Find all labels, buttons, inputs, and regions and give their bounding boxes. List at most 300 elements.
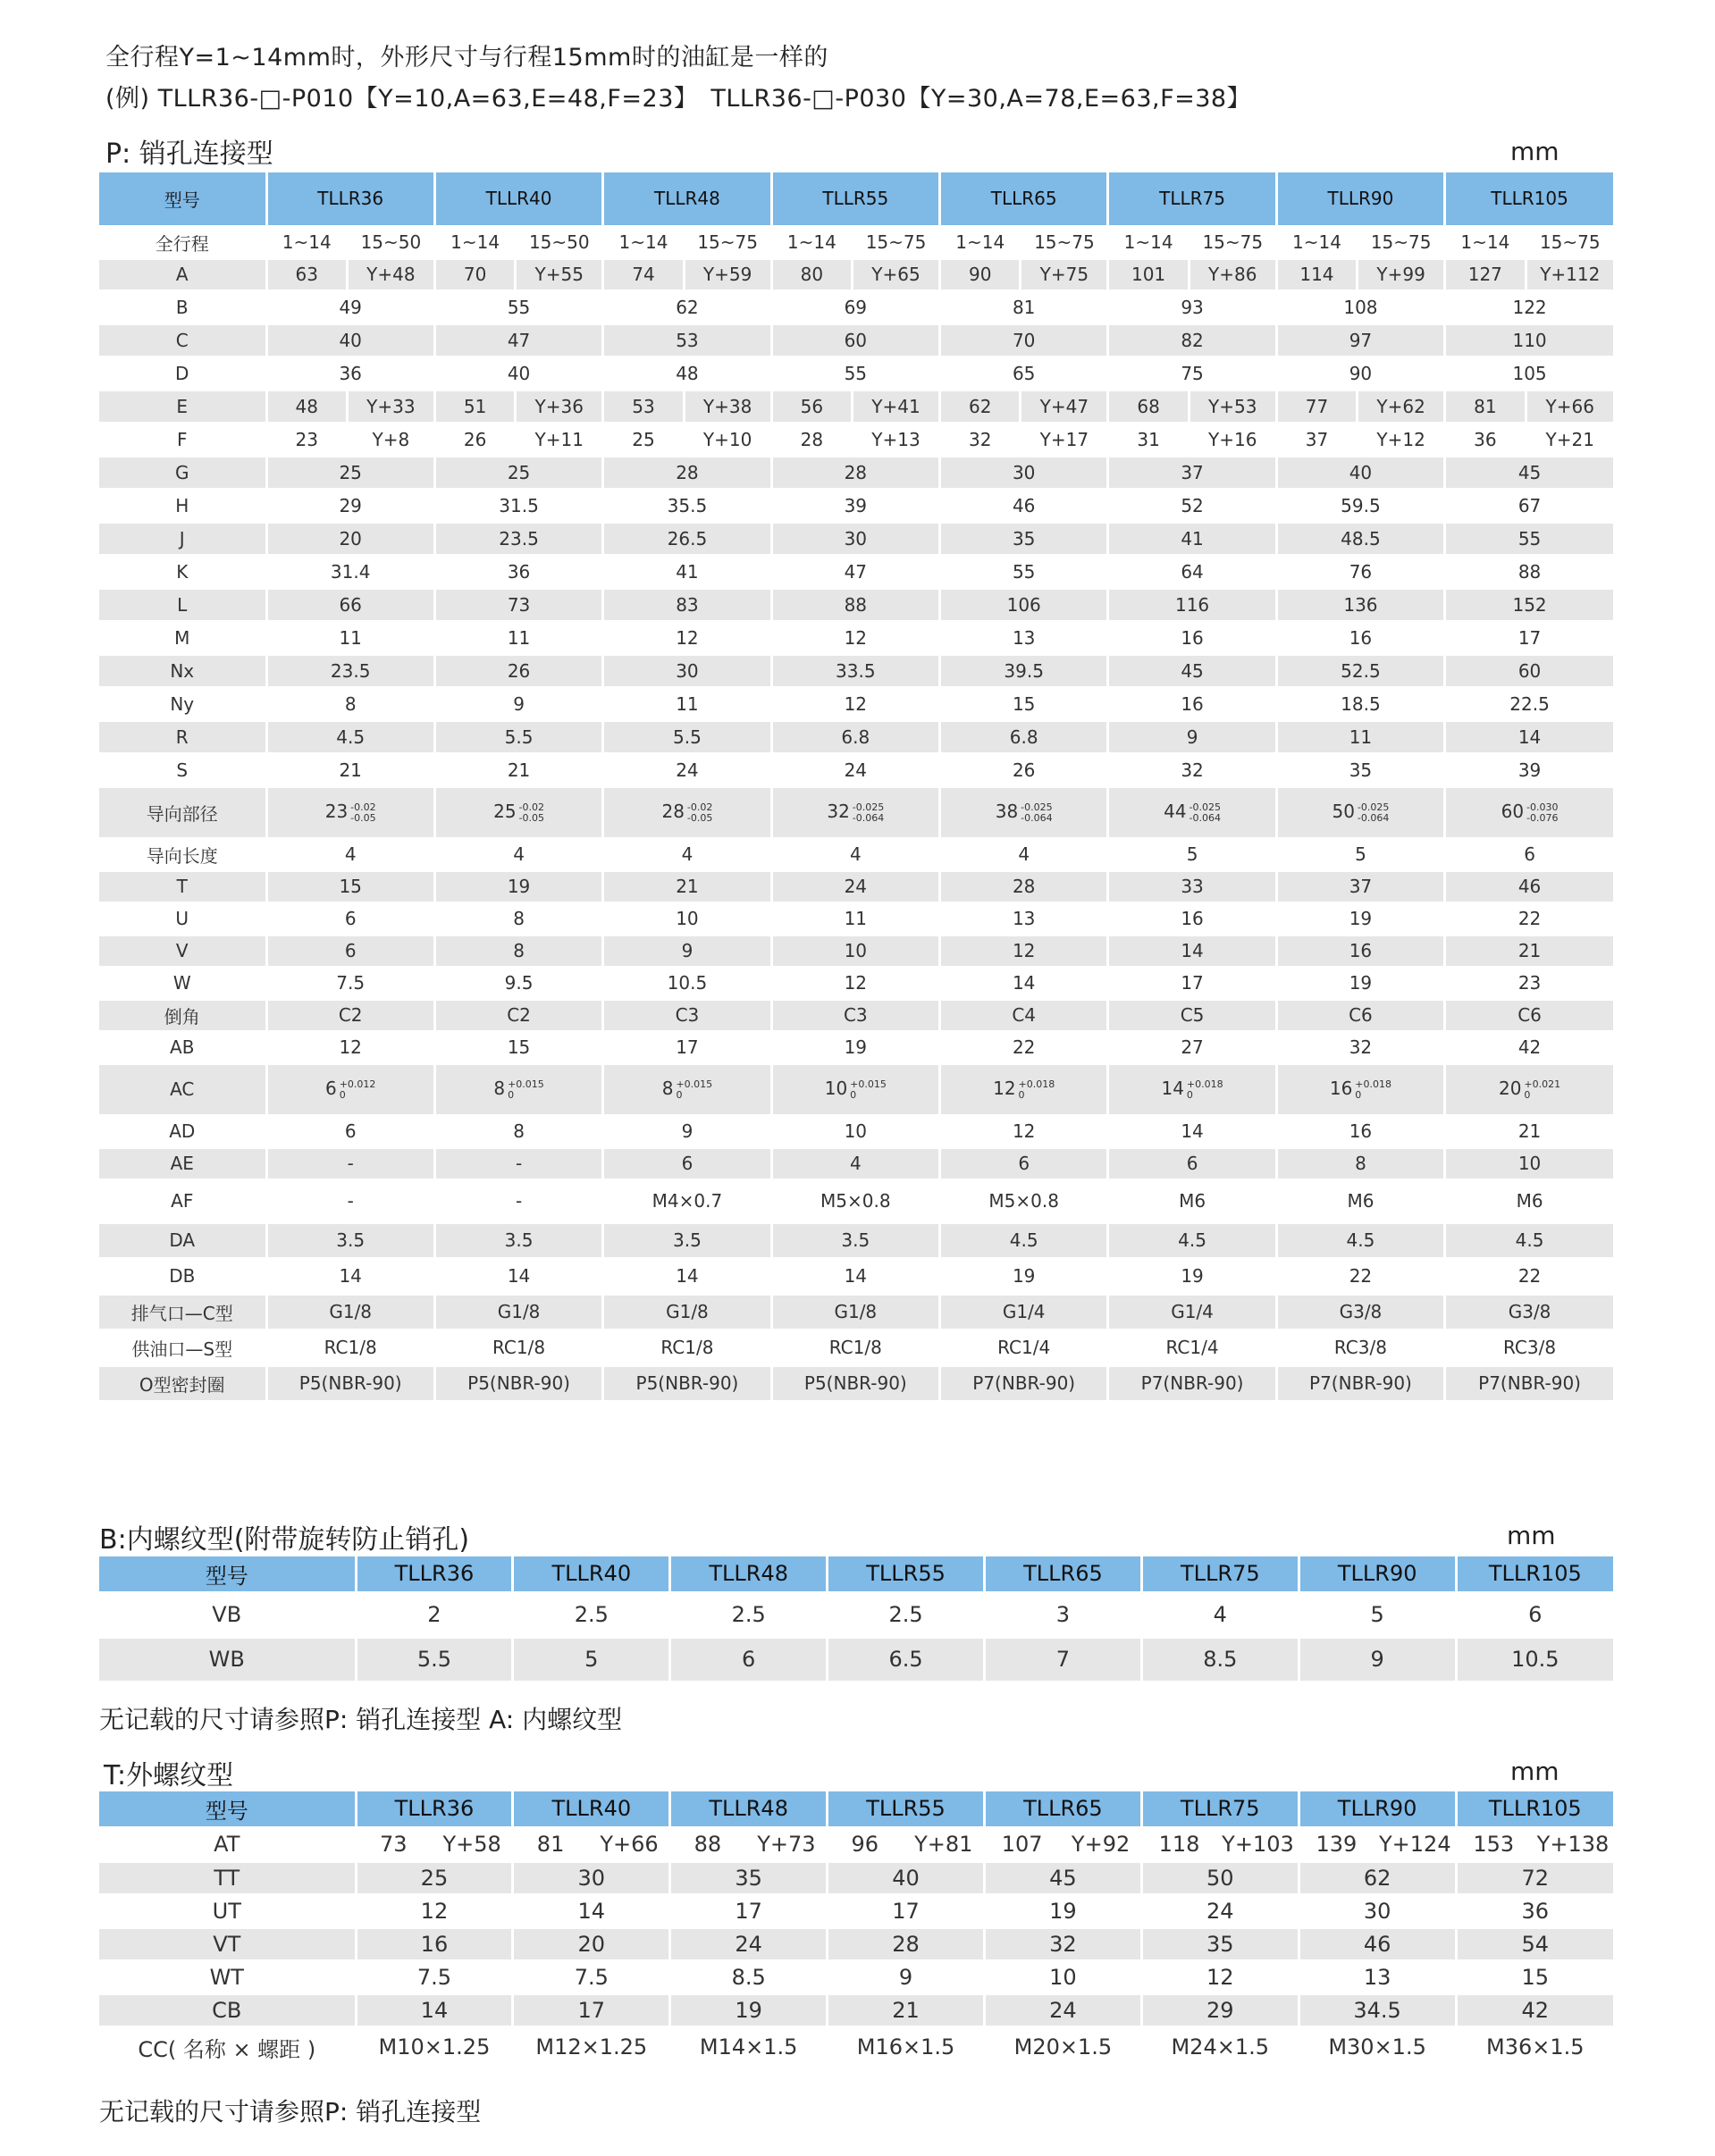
cell-value: 19 (1276, 902, 1444, 935)
model-header: TLLR75 (1141, 1791, 1299, 1827)
cell-value: 14 (266, 1258, 434, 1294)
cell-value-short: 118 (1141, 1827, 1216, 1861)
lower-tolerance: 0 (676, 1088, 683, 1101)
cell-value: 93 (1108, 290, 1276, 323)
cell-value-long: Y+13 (853, 423, 940, 456)
cell-value: 6 (266, 902, 434, 935)
cell-value-long: Y+62 (1358, 390, 1445, 423)
cell-value-short: 25 (603, 423, 684, 456)
cell-value: 7.5 (513, 1960, 670, 1993)
row-label: WB (99, 1637, 356, 1682)
lower-tolerance: 0 (1355, 1088, 1362, 1101)
row-label: R (99, 720, 266, 753)
cell-value: 13 (1299, 1960, 1456, 1993)
cell-tolerance (940, 1063, 1108, 1115)
nominal-value: 14 (1161, 1078, 1184, 1100)
tolerance-stack (1021, 802, 1052, 824)
cell-value: 69 (771, 290, 939, 323)
tolerance-stack (1187, 1079, 1223, 1101)
cell-tolerance (434, 1063, 602, 1115)
cell-value: C2 (266, 999, 434, 1031)
cell-value: RC1/8 (771, 1330, 939, 1365)
cell-tolerance (603, 786, 771, 838)
row-label: E (99, 390, 266, 423)
cell-value: 19 (771, 1031, 939, 1063)
cell-value: 12 (771, 967, 939, 999)
tolerance-stack (1358, 802, 1389, 824)
row-label: 导向长度 (99, 838, 266, 870)
cell-value-long: Y+38 (684, 390, 771, 423)
cell-value: 9.5 (434, 967, 602, 999)
model-header: TLLR90 (1276, 172, 1444, 226)
cell-value: 4.5 (1276, 1222, 1444, 1258)
cell-value-short: 1~14 (603, 226, 684, 258)
lower-tolerance: 0 (339, 1088, 346, 1101)
cell-value: 19 (984, 1894, 1141, 1927)
cell-value: 6.8 (940, 720, 1108, 753)
cell-value: 55 (940, 555, 1108, 588)
model-header: TLLR36 (266, 172, 434, 226)
cell-value: 105 (1445, 357, 1613, 390)
cell-value-long: Y+33 (347, 390, 434, 423)
cell-value: 20 (513, 1927, 670, 1960)
upper-tolerance: +0.018 (1186, 1078, 1223, 1090)
cell-value: 6 (940, 1147, 1108, 1179)
cell-value: 48 (603, 357, 771, 390)
cell-value: 12 (771, 621, 939, 654)
cell-value-short: 1~14 (1108, 226, 1189, 258)
model-header: TLLR105 (1445, 172, 1613, 226)
table-row (99, 1222, 1613, 1258)
cell-value: 42 (1456, 1993, 1613, 2026)
cell-value: 59.5 (1276, 489, 1444, 522)
table-row (99, 1637, 1613, 1682)
cell-value: C3 (603, 999, 771, 1031)
cell-value-short: 73 (356, 1827, 431, 1861)
cell-value-short: 56 (771, 390, 852, 423)
row-label: VT (99, 1927, 356, 1960)
upper-tolerance: +0.021 (1524, 1078, 1561, 1090)
cell-tolerance (1108, 1063, 1276, 1115)
cell-value: 46 (940, 489, 1108, 522)
upper-tolerance: -0.025 (852, 801, 885, 813)
cell-value-long: 15~75 (1358, 226, 1445, 258)
cell-value-long: Y+11 (516, 423, 603, 456)
table-row (99, 2026, 1613, 2068)
lower-tolerance: -0.05 (350, 811, 376, 824)
cell-value-long: Y+86 (1189, 258, 1276, 290)
row-label: WT (99, 1960, 356, 1993)
cell-value: 13 (940, 902, 1108, 935)
table-row (99, 1294, 1613, 1330)
nominal-value: 20 (1498, 1078, 1522, 1100)
cell-value-long: Y+8 (347, 423, 434, 456)
cell-value: M16×1.5 (828, 2026, 985, 2068)
cell-value: 20 (266, 522, 434, 555)
table-row (99, 902, 1613, 935)
model-header: TLLR48 (670, 1791, 828, 1827)
cell-value: 35.5 (603, 489, 771, 522)
cell-value: 41 (1108, 522, 1276, 555)
cell-value: 6 (603, 1147, 771, 1179)
table-row (99, 967, 1613, 999)
cell-value: 24 (984, 1993, 1141, 2026)
cell-value: 6 (670, 1637, 828, 1682)
cell-value: 33 (1108, 870, 1276, 902)
nominal-value: 8 (493, 1078, 506, 1100)
cell-value: 122 (1445, 290, 1613, 323)
cell-value-short: 68 (1108, 390, 1189, 423)
cell-value-short: 36 (1445, 423, 1526, 456)
nominal-value: 8 (661, 1078, 674, 1100)
cell-value: 41 (603, 555, 771, 588)
cell-value: 23.5 (434, 522, 602, 555)
model-header: TLLR36 (356, 1791, 513, 1827)
table-row (99, 588, 1613, 621)
cell-value-short: 62 (940, 390, 1021, 423)
model-header: TLLR105 (1456, 1791, 1613, 1827)
header-label: 型号 (99, 1556, 356, 1592)
model-header: TLLR48 (603, 172, 771, 226)
cell-value: 11 (603, 687, 771, 720)
cell-value: 64 (1108, 555, 1276, 588)
upper-tolerance: +0.015 (850, 1078, 887, 1090)
cell-value: P7(NBR-90) (1276, 1365, 1444, 1401)
cell-value: 24 (603, 753, 771, 786)
row-label: 全行程 (99, 226, 266, 258)
cell-value: C2 (434, 999, 602, 1031)
row-label: W (99, 967, 266, 999)
cell-value: 4 (603, 838, 771, 870)
row-label: CB (99, 1993, 356, 2026)
cell-value: 73 (434, 588, 602, 621)
nominal-value: 16 (1329, 1078, 1353, 1100)
cell-value: 19 (434, 870, 602, 902)
table-row (99, 870, 1613, 902)
cell-value-long: Y+103 (1217, 1827, 1299, 1861)
cell-value: P7(NBR-90) (1108, 1365, 1276, 1401)
table-row (99, 935, 1613, 967)
tolerance-stack (1355, 1079, 1391, 1101)
row-label: C (99, 323, 266, 357)
cell-value: 35 (1276, 753, 1444, 786)
cell-value-short: 101 (1108, 258, 1189, 290)
cell-value-long: Y+58 (431, 1827, 512, 1861)
cell-value: 18.5 (1276, 687, 1444, 720)
cell-value: 65 (940, 357, 1108, 390)
cell-value: - (434, 1147, 602, 1179)
cell-value: 54 (1456, 1927, 1613, 1960)
cell-value: 36 (266, 357, 434, 390)
cell-value-long: Y+81 (903, 1827, 984, 1861)
cell-value: 19 (940, 1258, 1108, 1294)
cell-value: 26 (434, 654, 602, 687)
cell-value: - (434, 1179, 602, 1222)
cell-value: 32 (1108, 753, 1276, 786)
upper-tolerance: +0.018 (1018, 1078, 1055, 1090)
cell-value: P5(NBR-90) (434, 1365, 602, 1401)
cell-value: 108 (1276, 290, 1444, 323)
cell-value: 116 (1108, 588, 1276, 621)
cell-value: 45 (1108, 654, 1276, 687)
model-header: TLLR65 (984, 1791, 1141, 1827)
cell-value-long: Y+124 (1375, 1827, 1456, 1861)
row-label: AT (99, 1827, 356, 1861)
row-label: S (99, 753, 266, 786)
cell-value: 28 (603, 456, 771, 489)
cell-value: 16 (356, 1927, 513, 1960)
nominal-value: 6 (324, 1078, 337, 1100)
cell-tolerance (771, 1063, 939, 1115)
cell-value-long: Y+36 (516, 390, 603, 423)
cell-value: 55 (771, 357, 939, 390)
cell-value: 24 (670, 1927, 828, 1960)
cell-value: 8 (434, 935, 602, 967)
cell-value: 14 (356, 1993, 513, 2026)
table-row (99, 258, 1613, 290)
lower-tolerance: -0.05 (518, 811, 545, 824)
cell-value-short: 48 (266, 390, 347, 423)
cell-value: 62 (603, 290, 771, 323)
cell-value: 13 (940, 621, 1108, 654)
cell-value-short: 139 (1299, 1827, 1374, 1861)
cell-tolerance (1445, 1063, 1613, 1115)
table-row (99, 999, 1613, 1031)
row-label: VB (99, 1592, 356, 1637)
cell-value: 7.5 (266, 967, 434, 999)
cell-value: 11 (771, 902, 939, 935)
lower-tolerance: 0 (1524, 1088, 1531, 1101)
cell-value: 83 (603, 588, 771, 621)
upper-tolerance: -0.02 (518, 801, 545, 813)
footnote-b: 无记载的尺寸请参照P: 销孔连接型 A: 内螺纹型 (99, 1705, 623, 1734)
cell-value: 52 (1108, 489, 1276, 522)
cell-value: 8 (434, 1115, 602, 1147)
cell-value-long: Y+55 (516, 258, 603, 290)
row-label: M (99, 621, 266, 654)
cell-value: 52.5 (1276, 654, 1444, 687)
cell-value: 36 (1456, 1894, 1613, 1927)
cell-value: 28 (828, 1927, 985, 1960)
row-label: 导向部径 (99, 786, 266, 838)
lower-tolerance: 0 (1018, 1088, 1025, 1101)
cell-value: 28 (771, 456, 939, 489)
cell-value-short: 26 (434, 423, 515, 456)
cell-value-short: 114 (1276, 258, 1357, 290)
cell-value-short: 80 (771, 258, 852, 290)
cell-value: 53 (603, 323, 771, 357)
cell-value: 11 (266, 621, 434, 654)
row-label: UT (99, 1894, 356, 1927)
lower-tolerance: -0.076 (1526, 811, 1559, 824)
cell-value: 4 (940, 838, 1108, 870)
cell-tolerance (266, 1063, 434, 1115)
model-header: TLLR55 (828, 1556, 985, 1592)
cell-value: 10 (984, 1960, 1141, 1993)
cell-value: 16 (1108, 687, 1276, 720)
section-title-p: P: 销孔连接型 (105, 138, 273, 170)
row-label: 排气口—C型 (99, 1294, 266, 1330)
cell-value: RC3/8 (1445, 1330, 1613, 1365)
cell-value: RC1/8 (603, 1330, 771, 1365)
cell-value: 2.5 (670, 1592, 828, 1637)
cell-value: 34.5 (1299, 1993, 1456, 2026)
cell-value-short: 81 (1445, 390, 1526, 423)
cell-value: C3 (771, 999, 939, 1031)
upper-tolerance: -0.025 (1021, 801, 1053, 813)
cell-value-short: 28 (771, 423, 852, 456)
cell-tolerance (1276, 1063, 1444, 1115)
lower-tolerance: -0.05 (686, 811, 713, 824)
model-header: TLLR90 (1299, 1791, 1456, 1827)
row-label: L (99, 588, 266, 621)
cell-value-short: 37 (1276, 423, 1357, 456)
cell-value: 16 (1108, 902, 1276, 935)
cell-value: 31.5 (434, 489, 602, 522)
cell-value: 37 (1276, 870, 1444, 902)
cell-value-long: Y+99 (1358, 258, 1445, 290)
cell-value-short: 53 (603, 390, 684, 423)
cell-value: RC3/8 (1276, 1330, 1444, 1365)
cell-value: 90 (1276, 357, 1444, 390)
cell-value: 9 (603, 1115, 771, 1147)
model-header: TLLR36 (356, 1556, 513, 1592)
cell-value: 30 (513, 1861, 670, 1894)
cell-tolerance (434, 786, 602, 838)
cell-value: 88 (1445, 555, 1613, 588)
table-internal-thread (99, 1556, 1613, 1683)
row-label: H (99, 489, 266, 522)
cell-value: 16 (1276, 621, 1444, 654)
cell-value: 8 (1276, 1147, 1444, 1179)
cell-value-long: Y+48 (347, 258, 434, 290)
cell-value: 7 (985, 1637, 1142, 1682)
cell-value: 152 (1445, 588, 1613, 621)
cell-value: RC1/4 (940, 1330, 1108, 1365)
cell-value: M5×0.8 (771, 1179, 939, 1222)
cell-value: 30 (940, 456, 1108, 489)
cell-value-long: 15~75 (1526, 226, 1613, 258)
nominal-value: 28 (661, 801, 685, 823)
nominal-value: 12 (993, 1078, 1016, 1100)
cell-value: 42 (1445, 1031, 1613, 1063)
cell-value-short: 1~14 (940, 226, 1021, 258)
table-row (99, 1827, 1613, 1861)
cell-value: 110 (1445, 323, 1613, 357)
cell-value: 5 (1276, 838, 1444, 870)
cell-value: 12 (266, 1031, 434, 1063)
cell-value-short: 88 (670, 1827, 745, 1861)
cell-value: 6.8 (771, 720, 939, 753)
cell-value: 88 (771, 588, 939, 621)
cell-value: M30×1.5 (1299, 2026, 1456, 2068)
cell-value-long: Y+92 (1060, 1827, 1141, 1861)
cell-value: 9 (828, 1960, 985, 1993)
cell-value: 60 (771, 323, 939, 357)
cell-value: 46 (1445, 870, 1613, 902)
header-row (99, 1556, 1613, 1592)
cell-value-short: 74 (603, 258, 684, 290)
cell-tolerance (940, 786, 1108, 838)
row-label: B (99, 290, 266, 323)
table-row (99, 357, 1613, 390)
cell-value: P5(NBR-90) (771, 1365, 939, 1401)
cell-value: 40 (266, 323, 434, 357)
cell-value: 17 (1108, 967, 1276, 999)
upper-tolerance: -0.025 (1189, 801, 1222, 813)
cell-value-long: Y+73 (745, 1827, 827, 1861)
footnote-t: 无记载的尺寸请参照P: 销孔连接型 (99, 2097, 482, 2127)
cell-value-short: 1~14 (1445, 226, 1526, 258)
cell-value: 4 (266, 838, 434, 870)
cell-value: 11 (1276, 720, 1444, 753)
cell-value: C6 (1276, 999, 1444, 1031)
lower-tolerance: -0.064 (1189, 811, 1222, 824)
cell-value: 9 (434, 687, 602, 720)
cell-value: 16 (1276, 935, 1444, 967)
table-row (99, 1960, 1613, 1993)
cell-value: 40 (828, 1861, 985, 1894)
cell-value-short: 1~14 (771, 226, 852, 258)
cell-value: 21 (828, 1993, 985, 2026)
cell-value: 25 (356, 1861, 513, 1894)
tolerance-stack (508, 1079, 544, 1101)
cell-value: 12 (940, 935, 1108, 967)
cell-value: 10 (603, 902, 771, 935)
lower-tolerance: -0.064 (852, 811, 885, 824)
nominal-value: 32 (827, 801, 850, 823)
cell-value: 48.5 (1276, 522, 1444, 555)
cell-value: 35 (940, 522, 1108, 555)
cell-value: 4.5 (266, 720, 434, 753)
cell-value-long: 15~75 (853, 226, 940, 258)
cell-value-short: 1~14 (434, 226, 515, 258)
table-row (99, 456, 1613, 489)
cell-value-long: Y+65 (853, 258, 940, 290)
cell-value: G1/8 (771, 1294, 939, 1330)
cell-value: 3.5 (266, 1222, 434, 1258)
cell-value: C4 (940, 999, 1108, 1031)
cell-value-short: 90 (940, 258, 1021, 290)
cell-value: 81 (940, 290, 1108, 323)
cell-value: 45 (1445, 456, 1613, 489)
cell-value: P5(NBR-90) (266, 1365, 434, 1401)
cell-value: 15 (1456, 1960, 1613, 1993)
cell-value: G1/8 (266, 1294, 434, 1330)
cell-value: 23 (1445, 967, 1613, 999)
cell-tolerance (771, 786, 939, 838)
model-header: TLLR65 (985, 1556, 1142, 1592)
cell-value: 97 (1276, 323, 1444, 357)
table-row (99, 720, 1613, 753)
cell-value: 14 (1108, 1115, 1276, 1147)
row-label: DB (99, 1258, 266, 1294)
upper-tolerance: -0.02 (686, 801, 713, 813)
header-label: 型号 (99, 172, 266, 226)
row-label: G (99, 456, 266, 489)
cell-value: RC1/4 (1108, 1330, 1276, 1365)
cell-value: 35 (670, 1861, 828, 1894)
cell-value-short: 127 (1445, 258, 1526, 290)
cell-value: 45 (984, 1861, 1141, 1894)
cell-value: M12×1.25 (513, 2026, 670, 2068)
cell-value-long: Y+59 (684, 258, 771, 290)
cell-value: 76 (1276, 555, 1444, 588)
cell-value-long: 15~50 (516, 226, 603, 258)
cell-value-long: Y+41 (853, 390, 940, 423)
cell-value: 15 (434, 1031, 602, 1063)
cell-value: 136 (1276, 588, 1444, 621)
